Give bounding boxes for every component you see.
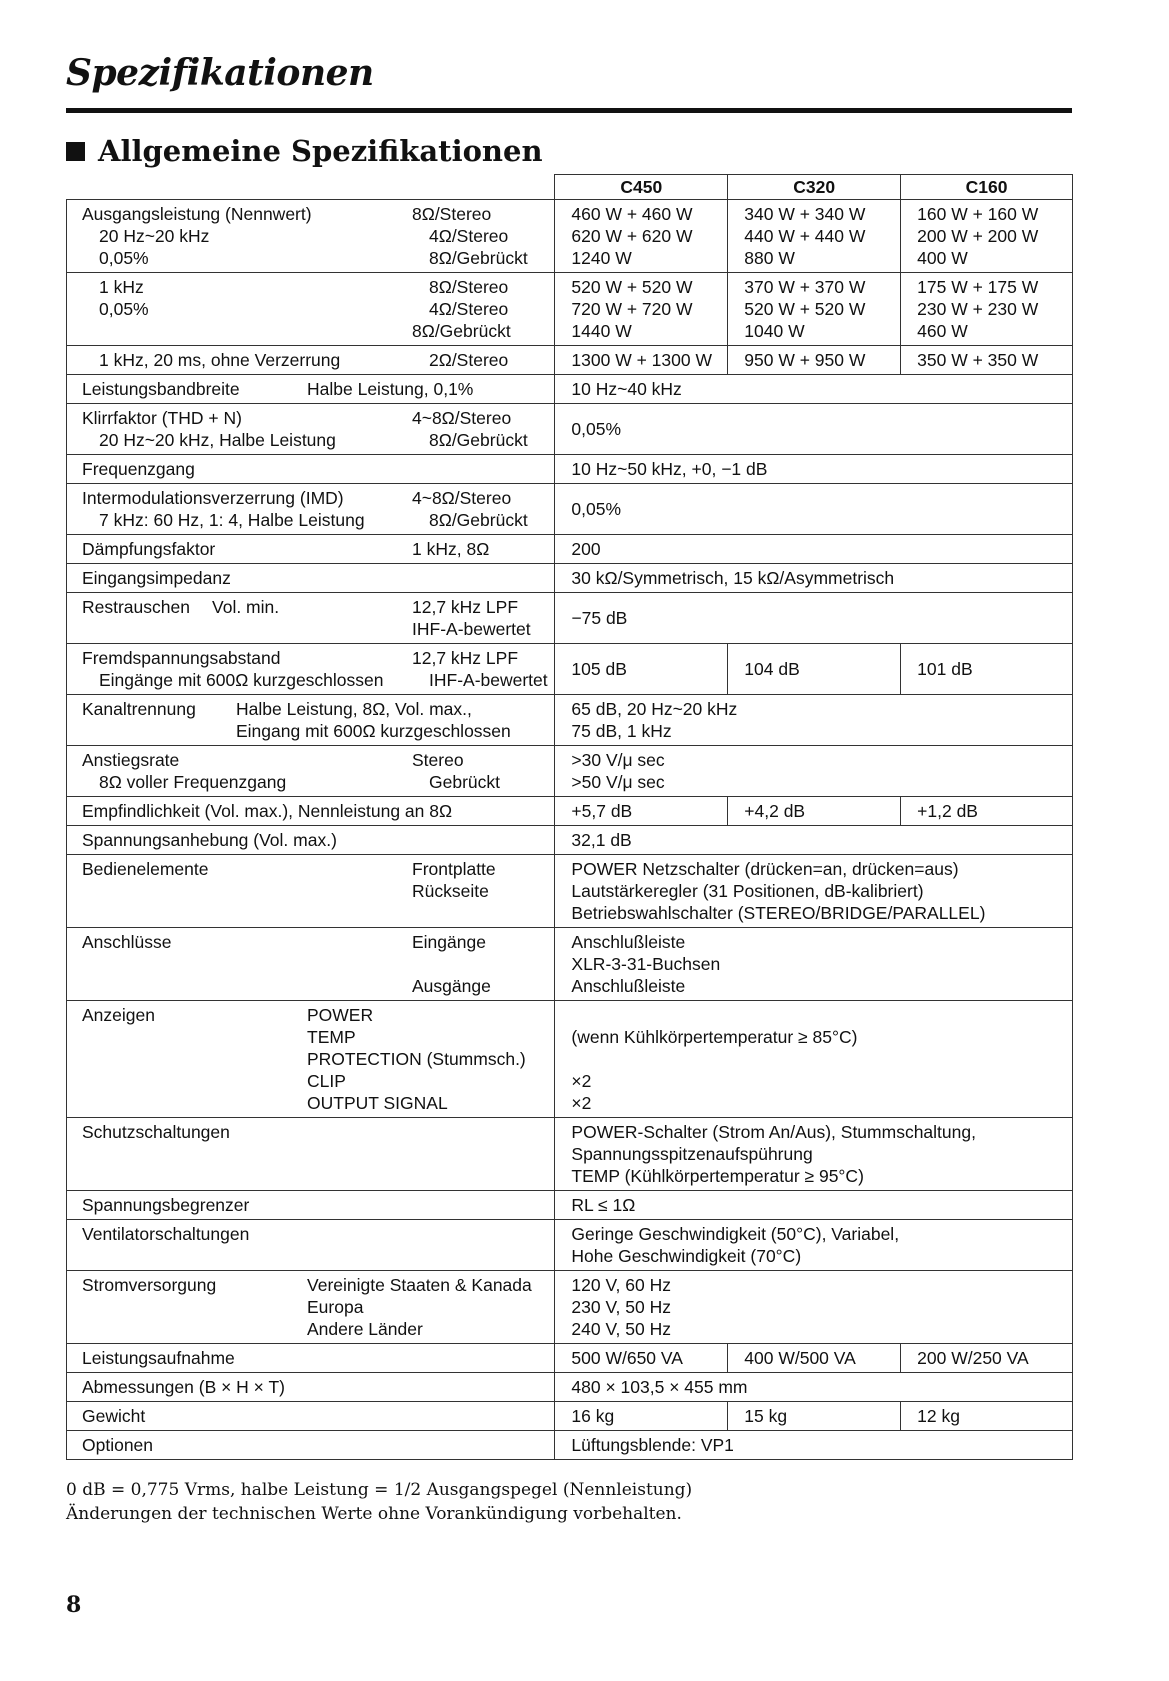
section-heading: [66, 134, 543, 168]
col-c320: C320: [728, 175, 901, 200]
spec-row-consumption: Leistungsaufnahme 500 W/650 VA 400 W/500 VA 200 W/250 VA: [67, 1344, 1073, 1373]
section-title: Allgemeine Spezifikationen: [98, 134, 543, 168]
spec-row-dimensions: Abmessungen (B × H × T) 480 × 103,5 × 455 mm: [67, 1373, 1073, 1402]
spec-row-noise: Restrauschen Vol. min. 12,7 kHz LPF IHF-A-bewertet −75 dB: [67, 593, 1073, 644]
spec-row-power-supply: Stromversorgung Vereinigte Staaten & Kanada Europa Andere Länder 120 V, 60 Hz 230 V, 50 Hz 240 V, 50 Hz: [67, 1271, 1073, 1344]
spec-table: [66, 174, 1073, 1460]
spec-row-output-power-1: Ausgangsleistung (Nennwert) 8Ω/Stereo 20 Hz~20 kHz 4Ω/Stereo 0,05% 8Ω/Gebrückt 460 W + 460 W 620 W + 620 W 1240 W 340 W + 340 W 440 W + 440 W 880 W 160 W + 160 W 200 W + 200 W 400 W: [67, 200, 1073, 273]
title-rule: [66, 108, 1072, 113]
spec-row-fan: Ventilatorschaltungen Geringe Geschwindigkeit (50°C), Variabel, Hohe Geschwindigkeit (70°C): [67, 1220, 1073, 1271]
spec-row-output-power-2: 1 kHz 8Ω/Stereo 0,05% 4Ω/Stereo 8Ω/Gebrückt 520 W + 520 W 720 W + 720 W 1440 W 370 W + 370 W 520 W + 520 W 1040 W 175 W + 175 W 230 W + 230 W 460 W: [67, 273, 1073, 346]
spec-row-connectors: Anschlüsse Eingänge Ausgänge Anschlußleiste XLR-3-31-Buchsen Anschlußleiste: [67, 928, 1073, 1001]
spec-row-weight: Gewicht 16 kg 15 kg 12 kg: [67, 1402, 1073, 1431]
spec-row-indicators: Anzeigen POWER TEMP PROTECTION (Stummsch.) CLIP OUTPUT SIGNAL (wenn Kühlkörpertemperatur ≥ 85°C) ×2 ×2: [67, 1001, 1073, 1118]
spec-row-snr: Fremdspannungsabstand 12,7 kHz LPF Eingänge mit 600Ω kurzgeschlossen IHF-A-bewertet 105 dB 104 dB 101 dB: [67, 644, 1073, 695]
spec-row-options: Optionen Lüftungsblende: VP1: [67, 1431, 1073, 1460]
spec-row-channel-separation: Kanaltrennung Halbe Leistung, 8Ω, Vol. max., Eingang mit 600Ω kurzgeschlossen 65 dB, 20 Hz~20 kHz 75 dB, 1 kHz: [67, 695, 1073, 746]
spec-row-damping: Dämpfungsfaktor 1 kHz, 8Ω 200: [67, 535, 1073, 564]
spec-row-limiter: Spannungsbegrenzer RL ≤ 1Ω: [67, 1191, 1073, 1220]
footnotes: [66, 1478, 692, 1526]
spec-row-power-bandwidth: Leistungsbandbreite Halbe Leistung, 0,1% 10 Hz~40 kHz: [67, 375, 1073, 404]
spec-row-protection: Schutzschaltungen POWER-Schalter (Strom An/Aus), Stummschaltung, Spannungsspitzenaufspührung TEMP (Kühlkörpertemperatur ≥ 95°C): [67, 1118, 1073, 1191]
spec-row-output-power-3: 1 kHz, 20 ms, ohne Verzerrung 2Ω/Stereo 1300 W + 1300 W 950 W + 950 W 350 W + 350 W: [67, 346, 1073, 375]
page-number: 8: [66, 1592, 82, 1618]
spec-row-voltage-gain: Spannungsanhebung (Vol. max.) 32,1 dB: [67, 826, 1073, 855]
spec-row-imd: Intermodulationsverzerrung (IMD) 4~8Ω/Stereo 7 kHz: 60 Hz, 1: 4, Halbe Leistung 8Ω/Gebrückt 0,05%: [67, 484, 1073, 535]
spec-row-input-impedance: Eingangsimpedanz 30 kΩ/Symmetrisch, 15 kΩ/Asymmetrisch: [67, 564, 1073, 593]
col-c450: C450: [555, 175, 728, 200]
footnote-2: Änderungen der technischen Werte ohne Vorankündigung vorbehalten.: [66, 1504, 682, 1524]
col-c160: C160: [901, 175, 1073, 200]
spec-row-thd: Klirrfaktor (THD + N) 4~8Ω/Stereo 20 Hz~20 kHz, Halbe Leistung 8Ω/Gebrückt 0,05%: [67, 404, 1073, 455]
spec-row-controls: Bedienelemente Frontplatte Rückseite POWER Netzschalter (drücken=an, drücken=aus) Lautstärkeregler (31 Positionen, dB-kalibriert) Betriebswahlschalter (STEREO/BRIDGE/PARALLEL): [67, 855, 1073, 928]
page-title: Spezifikationen: [66, 52, 374, 94]
header-row: [67, 175, 1073, 200]
spec-row-slew-rate: Anstiegsrate Stereo 8Ω voller Frequenzgang Gebrückt >30 V/μ sec >50 V/μ sec: [67, 746, 1073, 797]
footnote-1: 0 dB = 0,775 Vrms, halbe Leistung = 1/2 Ausgangspegel (Nennleistung): [66, 1480, 693, 1500]
square-bullet-icon: [66, 142, 85, 161]
spec-row-frequency-response: Frequenzgang 10 Hz~50 kHz, +0, −1 dB: [67, 455, 1073, 484]
spec-row-sensitivity: Empfindlichkeit (Vol. max.), Nennleistung an 8Ω +5,7 dB +4,2 dB +1,2 dB: [67, 797, 1073, 826]
